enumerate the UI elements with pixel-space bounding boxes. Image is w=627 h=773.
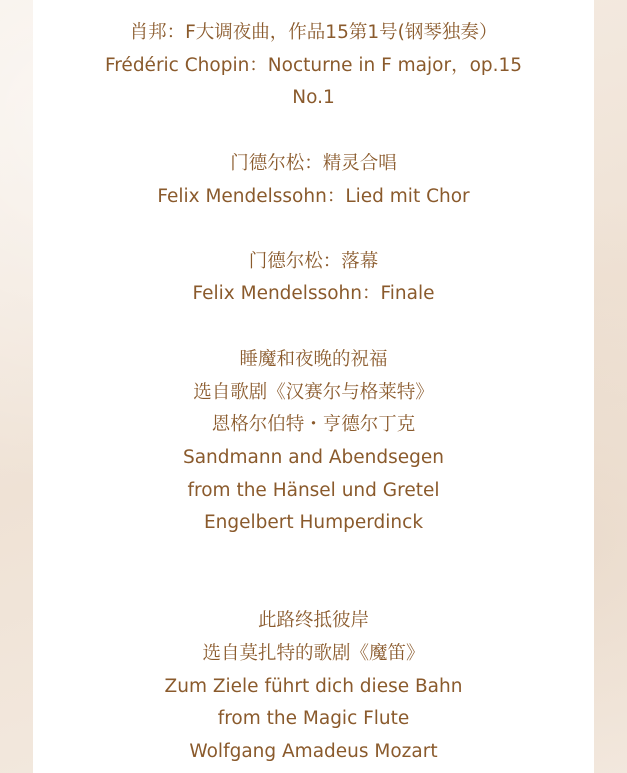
programme-list bbox=[33, 17, 594, 769]
item-title-en: Zum Ziele führt dich diese Bahn bbox=[164, 675, 463, 697]
spacer bbox=[33, 115, 594, 148]
programme-item-mendelssohn-lied-mit-chor bbox=[33, 148, 594, 213]
programme-item-mendelssohn-finale bbox=[33, 246, 594, 311]
item-title-zh: 门德尔松：精灵合唱 bbox=[230, 153, 397, 175]
item-title-en: Sandmann and Abendsegen bbox=[182, 447, 445, 469]
item-title-zh: 门德尔松：落幕 bbox=[248, 250, 379, 272]
item-title-en: Felix Mendelssohn：Finale bbox=[192, 283, 435, 305]
item-title-zh: 此路终抵彼岸 bbox=[257, 610, 369, 632]
programme-item-chopin-nocturne bbox=[33, 17, 594, 115]
programme-item-humperdinck bbox=[33, 344, 594, 540]
programme-page bbox=[33, 0, 594, 773]
item-source-en: from the Magic Flute bbox=[217, 708, 410, 730]
item-composer-en: Engelbert Humperdinck bbox=[203, 512, 424, 534]
item-source-en: from the Hänsel und Gretel bbox=[187, 479, 440, 501]
spacer bbox=[33, 540, 594, 605]
spacer bbox=[33, 214, 594, 246]
item-title-zh: 肖邦：F大调夜曲，作品15第1号(钢琴独奏） bbox=[129, 22, 498, 43]
item-composer-en: Wolfgang Amadeus Mozart bbox=[189, 740, 438, 762]
item-title-en-continued: No.1 bbox=[292, 87, 335, 109]
item-title-en: Frédéric Chopin：Nocturne in F major，op.15 bbox=[104, 54, 523, 76]
item-source-zh: 选自歌剧《汉赛尔与格莱特》 bbox=[193, 381, 434, 403]
programme-item-mozart bbox=[33, 605, 594, 769]
spacer bbox=[33, 311, 594, 344]
item-source-zh: 选自莫扎特的歌剧《魔笛》 bbox=[202, 642, 425, 664]
item-title-zh: 睡魔和夜晚的祝福 bbox=[239, 348, 388, 370]
item-composer-zh: 恩格尔伯特・亨德尔丁克 bbox=[211, 414, 416, 436]
item-title-en: Felix Mendelssohn：Lied mit Chor bbox=[157, 185, 470, 207]
